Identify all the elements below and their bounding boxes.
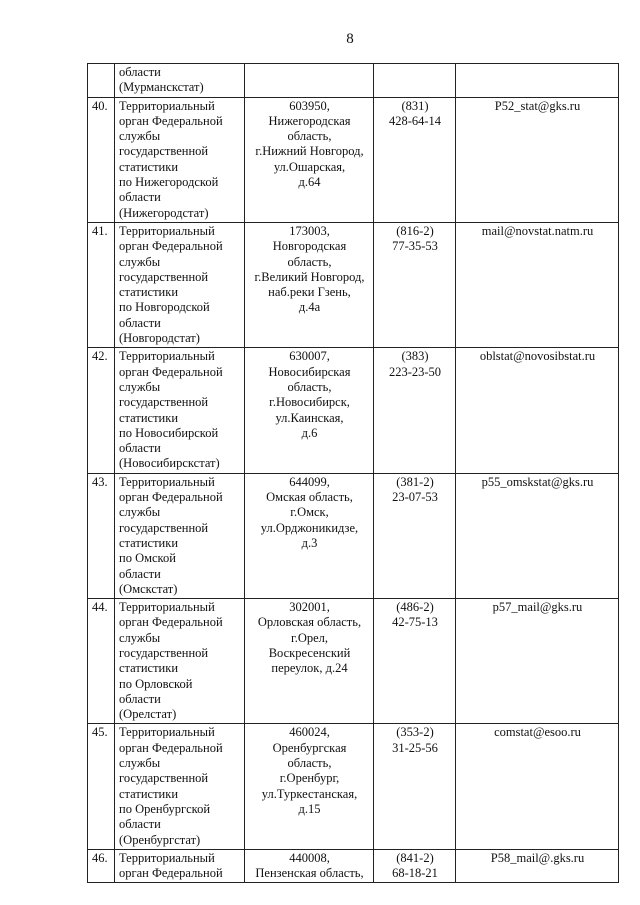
postal-address-line: область,: [287, 756, 332, 771]
row-number: 43.: [88, 473, 115, 598]
organization-name-line: Территориальный: [119, 474, 215, 489]
postal-address-line: 440008,: [289, 850, 330, 865]
table-row: [88, 599, 619, 724]
organization-name-line: службы: [119, 254, 161, 269]
organization-name: [115, 348, 245, 473]
postal-address-line: ул.Каинская,: [275, 410, 344, 425]
email-address: p55_omskstat@gks.ru: [456, 473, 619, 598]
phone-number: [374, 64, 456, 98]
postal-address-line: г.Омск,: [290, 505, 329, 520]
phone-number-line: 223-23-50: [388, 364, 442, 379]
postal-address-line: ул.Туркестанская,: [261, 786, 358, 801]
phone-number-line: (831): [401, 98, 429, 113]
organization-name-line: орган Федеральной: [119, 113, 223, 128]
organization-name: [115, 599, 245, 724]
organization-name-line: статистики: [119, 410, 179, 425]
postal-address-line: д.64: [298, 175, 321, 190]
organization-name: [115, 473, 245, 598]
organization-name-line: службы: [119, 379, 161, 394]
postal-address-line: д.15: [298, 801, 321, 816]
row-number: [88, 64, 115, 98]
row-number: 40.: [88, 97, 115, 222]
organization-name-line: статистики: [119, 285, 179, 300]
postal-address-line: ул.Орджоникидзе,: [260, 520, 359, 535]
postal-address-line: Новгородская: [272, 239, 347, 254]
email-address: P52_stat@gks.ru: [456, 97, 619, 222]
email-address: [456, 64, 619, 98]
organization-name-line: государственной: [119, 771, 209, 786]
phone-number: [374, 473, 456, 598]
email-address: p57_mail@gks.ru: [456, 599, 619, 724]
organization-name-line: государственной: [119, 269, 209, 284]
organization-name: [115, 64, 245, 98]
table-row: [88, 64, 619, 98]
organization-name-line: (Нижегородстат): [119, 205, 209, 220]
postal-address: [245, 348, 374, 473]
phone-number: [374, 599, 456, 724]
table-row: [88, 473, 619, 598]
postal-address-line: 603950,: [289, 98, 330, 113]
organization-name-line: по Новгородской: [119, 300, 210, 315]
organization-name-line: области: [119, 817, 161, 832]
organization-name-line: области: [119, 441, 161, 456]
email-address: P58_mail@.gks.ru: [456, 849, 619, 883]
row-number: 41.: [88, 222, 115, 347]
postal-address-line: д.3: [301, 535, 318, 550]
postal-address-line: область,: [287, 129, 332, 144]
organization-name-line: государственной: [119, 144, 209, 159]
organization-name-line: (Омскстат): [119, 581, 178, 596]
postal-address-line: д.4а: [298, 300, 321, 315]
phone-number-line: (486-2): [396, 600, 434, 615]
page-number: 8: [346, 31, 354, 47]
postal-address-line: ул.Ошарская,: [273, 159, 346, 174]
postal-address-line: г.Великий Новгород,: [254, 269, 365, 284]
phone-number: [374, 222, 456, 347]
phone-number-line: (816-2): [396, 223, 434, 238]
organization-name-line: Территориальный: [119, 223, 215, 238]
organization-name: [115, 724, 245, 849]
phone-number-line: 77-35-53: [392, 239, 438, 254]
organization-name-line: службы: [119, 630, 161, 645]
row-number: 44.: [88, 599, 115, 724]
organization-name-line: государственной: [119, 395, 209, 410]
postal-address-line: наб.реки Гзень,: [268, 285, 351, 300]
postal-address: [245, 473, 374, 598]
organization-name-line: по Нижегородской: [119, 175, 219, 190]
phone-number-line: 68-18-21: [392, 866, 438, 881]
organization-name-line: (Орелстат): [119, 707, 177, 722]
phone-number-line: 31-25-56: [392, 740, 438, 755]
organization-name-line: Территориальный: [119, 349, 215, 364]
organization-name: [115, 222, 245, 347]
postal-address-line: г.Орел,: [290, 630, 329, 645]
organization-name-line: (Новгородстат): [119, 331, 200, 346]
postal-address-line: д.6: [301, 425, 318, 440]
organization-name-line: Территориальный: [119, 725, 215, 740]
phone-number: [374, 724, 456, 849]
organization-name-line: по Омской: [119, 551, 176, 566]
postal-address-line: Омская область,: [266, 490, 353, 505]
postal-address: [245, 724, 374, 849]
email-address: comstat@esoo.ru: [456, 724, 619, 849]
phone-number-line: (383): [401, 349, 429, 364]
organization-name-line: орган Федеральной: [119, 866, 223, 881]
email-address: mail@novstat.natm.ru: [456, 222, 619, 347]
organization-name-line: орган Федеральной: [119, 239, 223, 254]
postal-address-line: г.Оренбург,: [279, 771, 340, 786]
organization-name-line: статистики: [119, 159, 179, 174]
organization-name: [115, 849, 245, 883]
organization-name-line: области: [119, 691, 161, 706]
postal-address-line: Пензенская область,: [255, 866, 364, 881]
table-body: [88, 64, 619, 883]
organization-name-line: статистики: [119, 535, 179, 550]
phone-number: [374, 97, 456, 222]
postal-address: [245, 222, 374, 347]
organization-name-line: службы: [119, 756, 161, 771]
postal-address-line: область,: [287, 379, 332, 394]
phone-number-line: (841-2): [396, 850, 434, 865]
organization-name-line: орган Федеральной: [119, 490, 223, 505]
organization-name-line: службы: [119, 129, 161, 144]
table-row: [88, 222, 619, 347]
organization-name-line: области: [119, 190, 161, 205]
organization-name-line: статистики: [119, 661, 179, 676]
table-row: [88, 97, 619, 222]
organization-name-line: по Орловской: [119, 676, 193, 691]
phone-number: [374, 849, 456, 883]
phone-number-line: 428-64-14: [388, 113, 442, 128]
phone-number-line: 23-07-53: [392, 490, 438, 505]
postal-address-line: 173003,: [289, 223, 330, 238]
postal-address-line: Оренбургская: [272, 740, 347, 755]
postal-address-line: переулок, д.24: [271, 661, 348, 676]
organization-name-line: по Новосибирской: [119, 425, 219, 440]
organization-name-line: по Оренбургской: [119, 801, 211, 816]
organization-name-line: (Мурманскстат): [119, 80, 204, 95]
table-row: [88, 724, 619, 849]
postal-address-line: 630007,: [289, 349, 330, 364]
row-number: 42.: [88, 348, 115, 473]
organization-name-line: орган Федеральной: [119, 615, 223, 630]
row-number: 45.: [88, 724, 115, 849]
organization-name-line: орган Федеральной: [119, 740, 223, 755]
postal-address-line: Новосибирская: [268, 364, 351, 379]
postal-address-line: 460024,: [289, 725, 330, 740]
row-number: 46.: [88, 849, 115, 883]
postal-address-line: Орловская область,: [257, 615, 362, 630]
postal-address: [245, 599, 374, 724]
organization-name-line: Территориальный: [119, 600, 215, 615]
phone-number-line: 42-75-13: [392, 615, 438, 630]
territorial-bodies-table: [87, 63, 619, 883]
postal-address: [245, 64, 374, 98]
organization-name-line: орган Федеральной: [119, 364, 223, 379]
organization-name-line: статистики: [119, 786, 179, 801]
postal-address-line: область,: [287, 254, 332, 269]
phone-number-line: (353-2): [396, 725, 434, 740]
table-row: [88, 348, 619, 473]
organization-name-line: области: [119, 566, 161, 581]
table-row: [88, 849, 619, 883]
postal-address-line: г.Новосибирск,: [269, 395, 350, 410]
postal-address-line: 644099,: [289, 474, 330, 489]
phone-number-line: (381-2): [396, 474, 434, 489]
organization-name-line: государственной: [119, 520, 209, 535]
postal-address-line: г.Нижний Новгород,: [255, 144, 364, 159]
organization-name-line: службы: [119, 505, 161, 520]
postal-address: [245, 849, 374, 883]
organization-name-line: (Оренбургстат): [119, 832, 201, 847]
postal-address-line: Нижегородская: [268, 113, 351, 128]
email-address: oblstat@novosibstat.ru: [456, 348, 619, 473]
phone-number: [374, 348, 456, 473]
organization-name-line: Территориальный: [119, 850, 215, 865]
postal-address-line: Воскресенский: [268, 645, 351, 660]
organization-name-line: области: [119, 315, 161, 330]
organization-name-line: области: [119, 65, 161, 79]
organization-name-line: государственной: [119, 645, 209, 660]
organization-name: [115, 97, 245, 222]
organization-name-line: Территориальный: [119, 98, 215, 113]
organization-name-line: (Новосибирскстат): [119, 456, 220, 471]
postal-address: [245, 97, 374, 222]
postal-address-line: 302001,: [289, 600, 330, 615]
